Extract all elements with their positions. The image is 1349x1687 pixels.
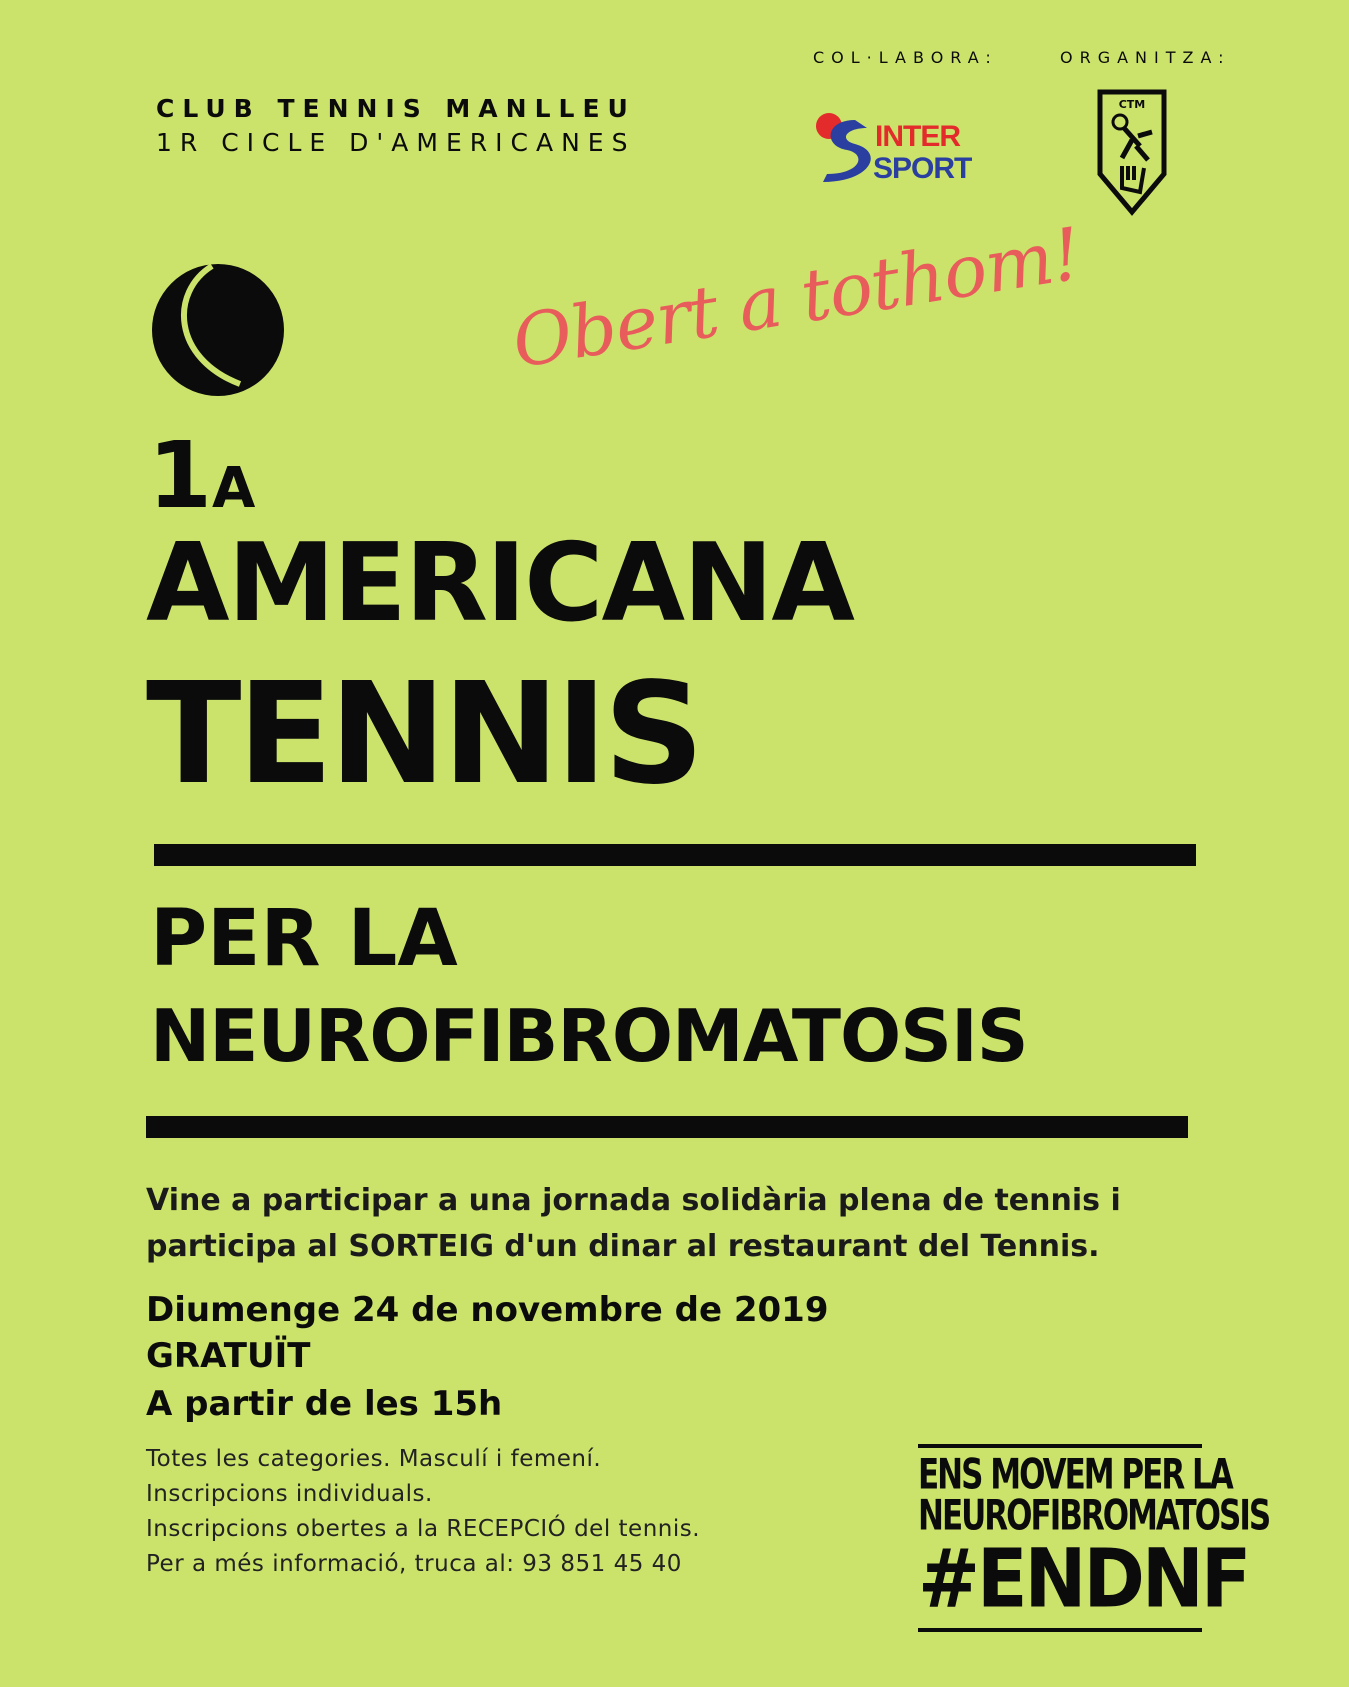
club-name: CLUB TENNIS MANLLEU	[156, 94, 636, 123]
tennis-ball-icon	[150, 262, 286, 398]
info-item: Inscripcions individuals.	[146, 1481, 433, 1507]
edition-number: 1A	[148, 422, 256, 529]
club-crest-logo	[1092, 88, 1172, 218]
campaign-line1: ENS MOVEM PER LA	[918, 1450, 1232, 1500]
organitza-label: ORGANITZA:	[1060, 48, 1231, 67]
cycle-title: 1R CICLE D'AMERICANES	[156, 128, 636, 157]
headline-tennis: TENNIS	[146, 653, 701, 816]
intersport-word-sport: SPORT	[873, 152, 972, 185]
divider-bottom	[146, 1116, 1188, 1138]
collabora-label: COL·LABORA:	[813, 48, 998, 67]
headline-neurofibromatosis: NEUROFIBROMATOSIS	[150, 994, 1028, 1078]
event-date: Diumenge 24 de novembre de 2019	[146, 1290, 829, 1330]
info-item: Inscripcions obertes a la RECEPCIÓ del tennis.	[146, 1516, 701, 1542]
event-time: A partir de les 15h	[146, 1384, 503, 1424]
slogan: Obert a tothom!	[506, 211, 1086, 384]
headline-per-la: PER LA	[150, 894, 458, 984]
event-description: Vine a participar a una jornada solidària plena de tennis i participa al SORTEIG d'un dinar al restaurant del Tennis.	[146, 1183, 1121, 1264]
campaign-line2: NEUROFIBROMATOSIS	[918, 1491, 1270, 1541]
divider-top	[154, 844, 1196, 866]
campaign-badge	[918, 1444, 1270, 1632]
info-item: Per a més informació, truca al: 93 851 45 40	[146, 1551, 682, 1577]
info-list	[146, 1442, 700, 1582]
intersport-logo	[815, 108, 1005, 188]
intersport-word-inter: INTER	[875, 120, 960, 153]
event-price: GRATUÏT	[146, 1336, 311, 1376]
campaign-hashtag: #ENDNF	[918, 1531, 1249, 1627]
info-item: Totes les categories. Masculí i femení.	[146, 1446, 602, 1472]
svg-text:CTM: CTM	[1118, 98, 1146, 111]
headline-americana: AMERICANA	[146, 521, 853, 646]
